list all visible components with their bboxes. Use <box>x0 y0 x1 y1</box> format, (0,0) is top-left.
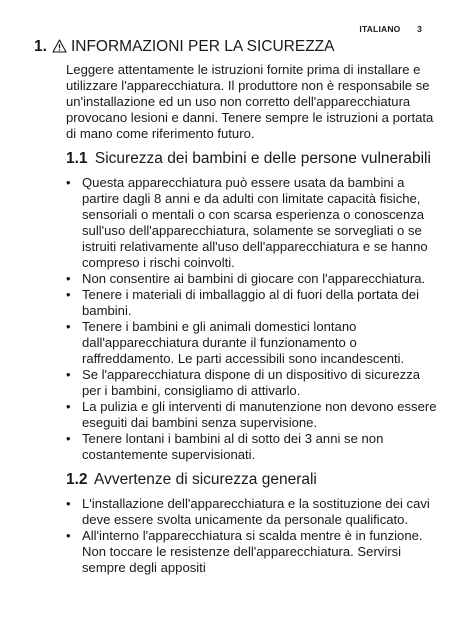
section-1-title: INFORMAZIONI PER LA SICUREZZA <box>70 38 335 55</box>
list-item <box>66 496 440 528</box>
bullet: • <box>66 431 71 446</box>
bullet: • <box>66 319 71 334</box>
list-item-text: Tenere i materiali di imballaggio al di fuori della portata dei bambini. <box>82 287 419 318</box>
list-item <box>66 399 440 431</box>
list-item-text: All'interno l'apparecchiatura si scalda mentre è in funzione. Non toccare le resistenze dell'apparecchiatura. Servirsi sempre degli appositi <box>82 528 423 575</box>
children-safety-list <box>66 175 440 463</box>
bullet: • <box>66 287 71 302</box>
list-item-text: Tenere i bambini e gli animali domestici lontano dall'apparecchiatura durante il funzionamento o raffreddamento. Le parti accessibili sono incandescenti. <box>82 319 405 366</box>
section-1-heading <box>34 37 431 59</box>
list-item <box>66 175 440 271</box>
bullet: • <box>66 528 71 543</box>
section-1-number: 1. <box>34 38 47 55</box>
list-item-text: L'installazione dell'apparecchiatura e la sostituzione dei cavi deve essere svolta unicamente da personale qualificato. <box>82 496 430 527</box>
list-item <box>66 319 440 367</box>
bullet: • <box>66 496 71 511</box>
list-item-text: Se l'apparecchiatura dispone di un dispositivo di sicurezza per i bambini, consigliamo di attivarlo. <box>82 367 421 398</box>
bullet: • <box>66 175 71 190</box>
list-item <box>66 271 440 287</box>
list-item-text: Tenere lontani i bambini al di sotto dei 3 anni se non costantemente supervisionati. <box>82 431 384 462</box>
bullet: • <box>66 271 71 286</box>
list-item-text: Non consentire ai bambini di giocare con l'apparecchiatura. <box>82 271 426 286</box>
page-number: 3 <box>417 24 422 34</box>
list-item <box>66 287 440 319</box>
list-item <box>66 528 440 576</box>
section-1-1-title: Sicurezza dei bambini e delle persone vulnerabili <box>94 150 431 167</box>
bullet: • <box>66 367 71 382</box>
list-item-text: La pulizia e gli interventi di manutenzione non devono essere eseguiti dai bambini senza supervisione. <box>82 399 437 430</box>
bullet: • <box>66 399 71 414</box>
general-safety-list <box>66 496 440 576</box>
page-header <box>359 24 422 34</box>
language-label: ITALIANO <box>359 24 401 34</box>
list-item-text: Questa apparecchiatura può essere usata da bambini a partire dagli 8 anni e da adulti con limitate capacità fisiche, sensoriali o mentali o con scarsa esperienza o conoscenza sull'uso dell'apparecchiatura, solamente se sorvegliati o se istruiti relativamente all'uso dell'apparecchiatura e se hanno compreso i rischi coinvolti. <box>82 175 428 270</box>
section-1-1-number: 1.1 <box>66 150 88 167</box>
section-1-2-number: 1.2 <box>66 471 88 488</box>
warning-triangle-icon <box>52 39 67 59</box>
section-1-2-heading <box>66 470 440 490</box>
section-1-2-title: Avvertenze di sicurezza generali <box>94 471 317 488</box>
intro-paragraph: Leggere attentamente le istruzioni fornite prima di installare e utilizzare l'apparecchiatura. Il produttore non è responsabile se un'installazione ed un uso non corretto dell'apparecchiatura provocano lesioni e danni. Tenere sempre le istruzioni a portata di mano come riferimento futuro. <box>66 62 434 141</box>
page-content <box>66 62 440 576</box>
section-1-1-heading <box>66 149 440 169</box>
list-item <box>66 367 440 399</box>
list-item <box>66 431 440 463</box>
